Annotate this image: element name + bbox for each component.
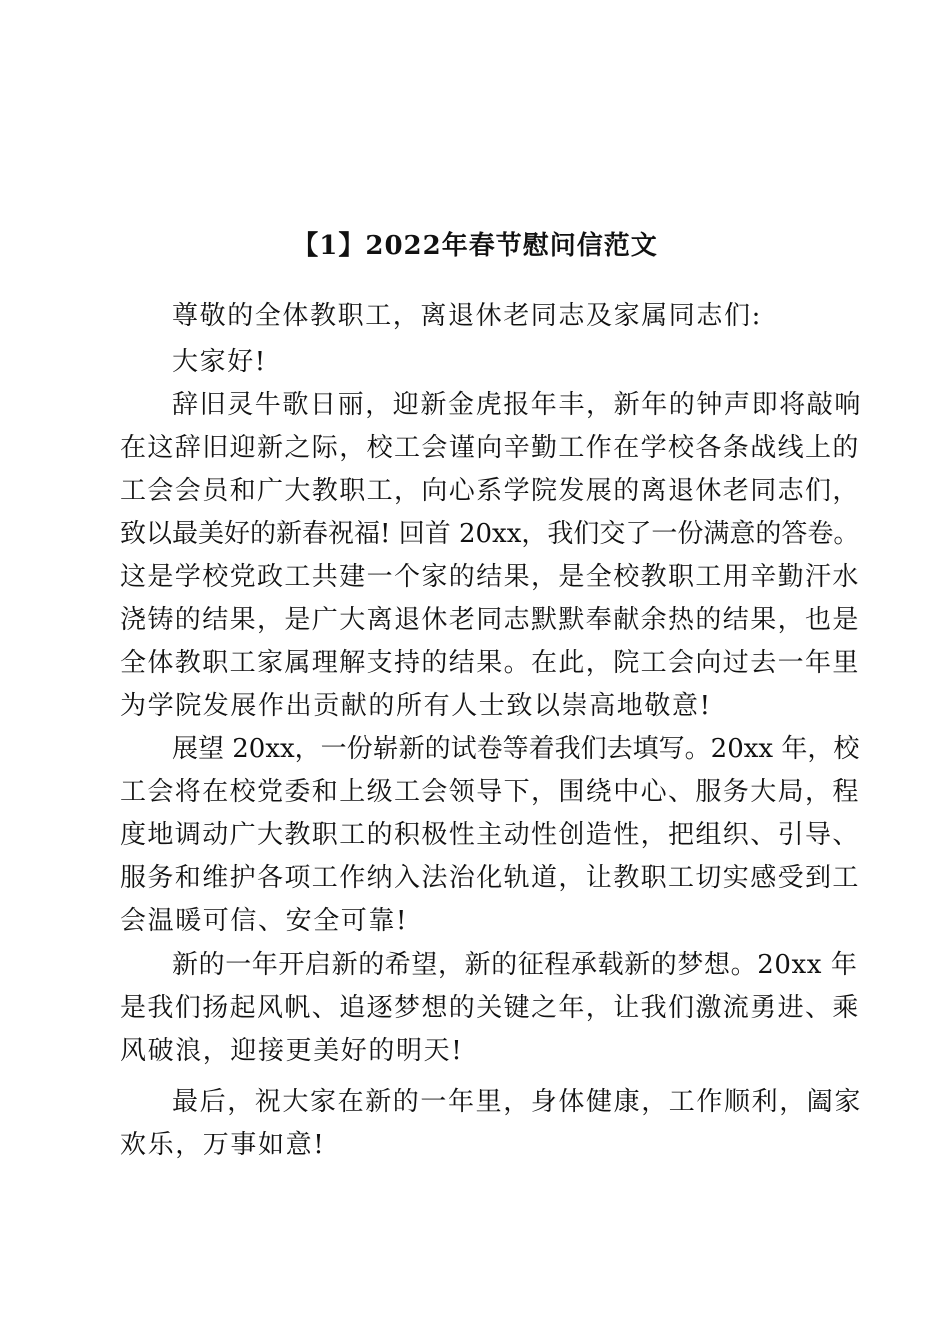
paragraph-2-line-2: 工会将在校党委和上级工会领导下，围绕中心、服务大局，程 <box>120 777 860 807</box>
paragraph-1-line-8: 为学院发展作出贡献的所有人士致以崇高地敬意! <box>120 691 712 721</box>
paragraph-2-line-5: 会温暖可信、安全可靠! <box>120 906 409 936</box>
paragraph-3-line-1: 新的一年开启新的希望，新的征程承载新的梦想。20xx 年 <box>172 950 858 980</box>
paragraph-1-line-6: 浇铸的结果，是广大离退休老同志默默奉献余热的结果，也是 <box>120 605 860 635</box>
paragraph-3-line-2: 是我们扬起风帆、追逐梦想的关键之年，让我们激流勇进、乘 <box>120 993 860 1023</box>
paragraph-3-line-3: 风破浪，迎接更美好的明天! <box>120 1036 464 1066</box>
paragraph-2-line-3: 度地调动广大教职工的积极性主动性创造性，把组织、引导、 <box>120 820 860 850</box>
paragraph-1-line-3: 工会会员和广大教职工，向心系学院发展的离退休老同志们， <box>120 476 860 506</box>
paragraph-1-line-5: 这是学校党政工共建一个家的结果，是全校教职工用辛勤汗水 <box>120 562 860 592</box>
paragraph-1-line-4: 致以最美好的新春祝福! 回首 20xx，我们交了一份满意的答卷。 <box>120 519 860 549</box>
paragraph-2-line-4: 服务和维护各项工作纳入法治化轨道，让教职工切实感受到工 <box>120 863 860 893</box>
paragraph-1-line-1: 辞旧灵牛歌日丽，迎新金虎报年丰，新年的钟声即将敲响 <box>172 390 863 420</box>
paragraph-1-line-7: 全体教职工家属理解支持的结果。在此，院工会向过去一年里 <box>120 648 860 678</box>
closing-line-2: 欢乐，万事如意! <box>120 1130 326 1160</box>
greeting-line: 大家好! <box>172 347 267 377</box>
closing-line-1: 最后，祝大家在新的一年里，身体健康，工作顺利，阖家 <box>172 1087 863 1117</box>
page-title: 【1】2022年春节慰问信范文 <box>292 231 658 261</box>
salutation-line: 尊敬的全体教职工，离退休老同志及家属同志们: <box>172 301 762 331</box>
paragraph-1-line-2: 在这辞旧迎新之际，校工会谨向辛勤工作在学校各条战线上的 <box>120 433 860 463</box>
paragraph-2-line-1: 展望 20xx，一份崭新的试卷等着我们去填写。20xx 年，校 <box>172 734 860 764</box>
